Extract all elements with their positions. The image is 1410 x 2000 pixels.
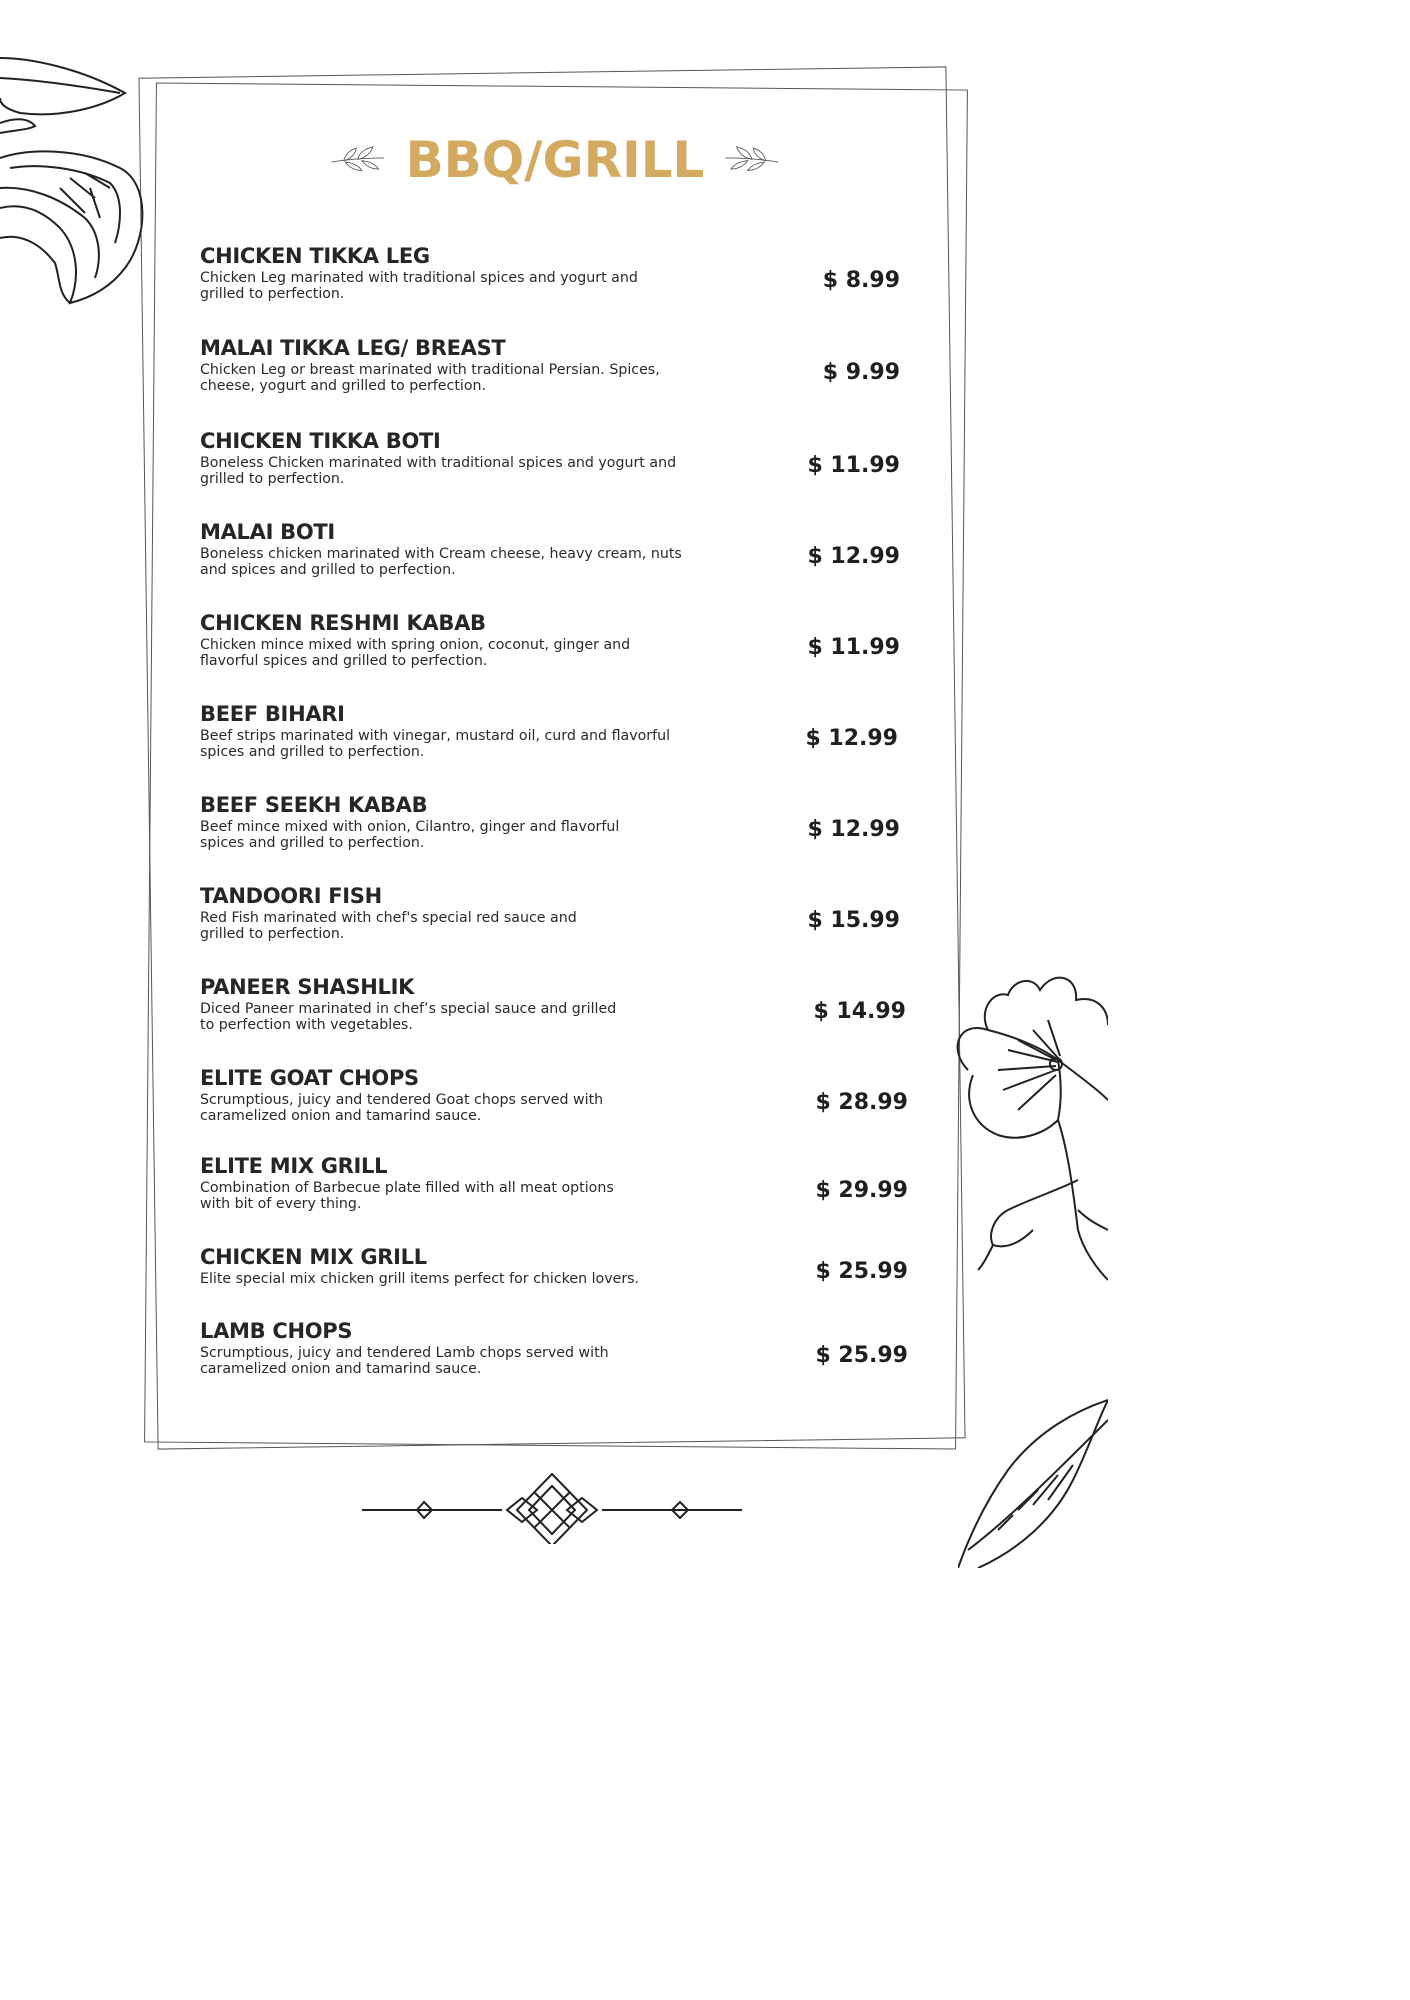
item-description: Chicken Leg marinated with traditional spices and yogurt and grilled to perfection. xyxy=(200,270,638,302)
item-description: Scrumptious, juicy and tendered Lamb chops served with caramelized onion and tamarind sauce. xyxy=(200,1345,609,1377)
item-description: Beef strips marinated with vinegar, mustard oil, curd and flavorful spices and grilled to perfection. xyxy=(200,728,671,760)
menu-item xyxy=(200,702,910,772)
item-description: Red Fish marinated with chef's special red sauce and grilled to perfection. xyxy=(200,910,577,942)
item-description: Diced Paneer marinated in chef’s special sauce and grilled to perfection with vegetables. xyxy=(200,1001,617,1033)
flower-illustration-icon xyxy=(948,950,1108,1330)
menu-item xyxy=(200,1245,910,1315)
item-price: $ 25.99 xyxy=(815,1259,908,1284)
menu-item xyxy=(200,429,910,499)
item-price: $ 12.99 xyxy=(807,544,900,569)
item-name: BEEF BIHARI xyxy=(200,702,345,726)
menu-item xyxy=(200,611,910,681)
item-price: $ 11.99 xyxy=(807,453,900,478)
item-price: $ 25.99 xyxy=(815,1343,908,1368)
item-description: Chicken mince mixed with spring onion, coconut, ginger and flavorful spices and grilled to perfection. xyxy=(200,637,631,669)
menu-item xyxy=(200,975,910,1045)
item-name: MALAI BOTI xyxy=(200,520,335,544)
item-description: Chicken Leg or breast marinated with traditional Persian. Spices, cheese, yogurt and grilled to perfection. xyxy=(200,362,660,394)
item-description: Scrumptious, juicy and tendered Goat chops served with caramelized onion and tamarind sauce. xyxy=(200,1092,604,1124)
item-name: ELITE GOAT CHOPS xyxy=(200,1066,419,1090)
item-name: CHICKEN MIX GRILL xyxy=(200,1245,427,1269)
menu-item xyxy=(200,884,910,954)
item-price: $ 29.99 xyxy=(815,1178,908,1203)
menu-item xyxy=(200,793,910,863)
item-name: BEEF SEEKH KABAB xyxy=(200,793,428,817)
item-price: $ 9.99 xyxy=(822,360,900,385)
laurel-right-icon xyxy=(724,135,780,185)
item-name: MALAI TIKKA LEG/ BREAST xyxy=(200,336,506,360)
menu-item xyxy=(200,336,910,406)
item-name: CHICKEN TIKKA BOTI xyxy=(200,429,441,453)
menu-item xyxy=(200,1154,910,1224)
leaf-illustration-icon xyxy=(958,1390,1108,1568)
menu-item xyxy=(200,1319,910,1389)
item-description: Boneless chicken marinated with Cream cheese, heavy cream, nuts and spices and grilled to perfection. xyxy=(200,546,682,578)
item-name: CHICKEN TIKKA LEG xyxy=(200,244,430,268)
item-price: $ 28.99 xyxy=(815,1090,908,1115)
ornament-divider-icon xyxy=(362,1464,742,1544)
item-description: Elite special mix chicken grill items perfect for chicken lovers. xyxy=(200,1271,640,1287)
menu-item xyxy=(200,244,910,314)
item-price: $ 8.99 xyxy=(822,268,900,293)
title-area xyxy=(330,118,780,202)
item-price: $ 14.99 xyxy=(813,999,906,1024)
item-description: Combination of Barbecue plate filled with all meat options with bit of every thing. xyxy=(200,1180,614,1212)
item-price: $ 12.99 xyxy=(807,817,900,842)
laurel-left-icon xyxy=(330,135,386,185)
leaf-illustration-icon xyxy=(0,38,160,318)
menu-item xyxy=(200,1066,910,1136)
item-price: $ 11.99 xyxy=(807,635,900,660)
item-name: TANDOORI FISH xyxy=(200,884,382,908)
item-name: PANEER SHASHLIK xyxy=(200,975,415,999)
item-name: CHICKEN RESHMI KABAB xyxy=(200,611,486,635)
item-name: ELITE MIX GRILL xyxy=(200,1154,388,1178)
item-name: LAMB CHOPS xyxy=(200,1319,353,1343)
item-description: Boneless Chicken marinated with traditional spices and yogurt and grilled to perfection. xyxy=(200,455,677,487)
page-title: BBQ/GRILL xyxy=(405,131,705,189)
item-price: $ 15.99 xyxy=(807,908,900,933)
item-description: Beef mince mixed with onion, Cilantro, ginger and flavorful spices and grilled to perfection. xyxy=(200,819,620,851)
menu-item xyxy=(200,520,910,590)
item-price: $ 12.99 xyxy=(805,726,898,751)
